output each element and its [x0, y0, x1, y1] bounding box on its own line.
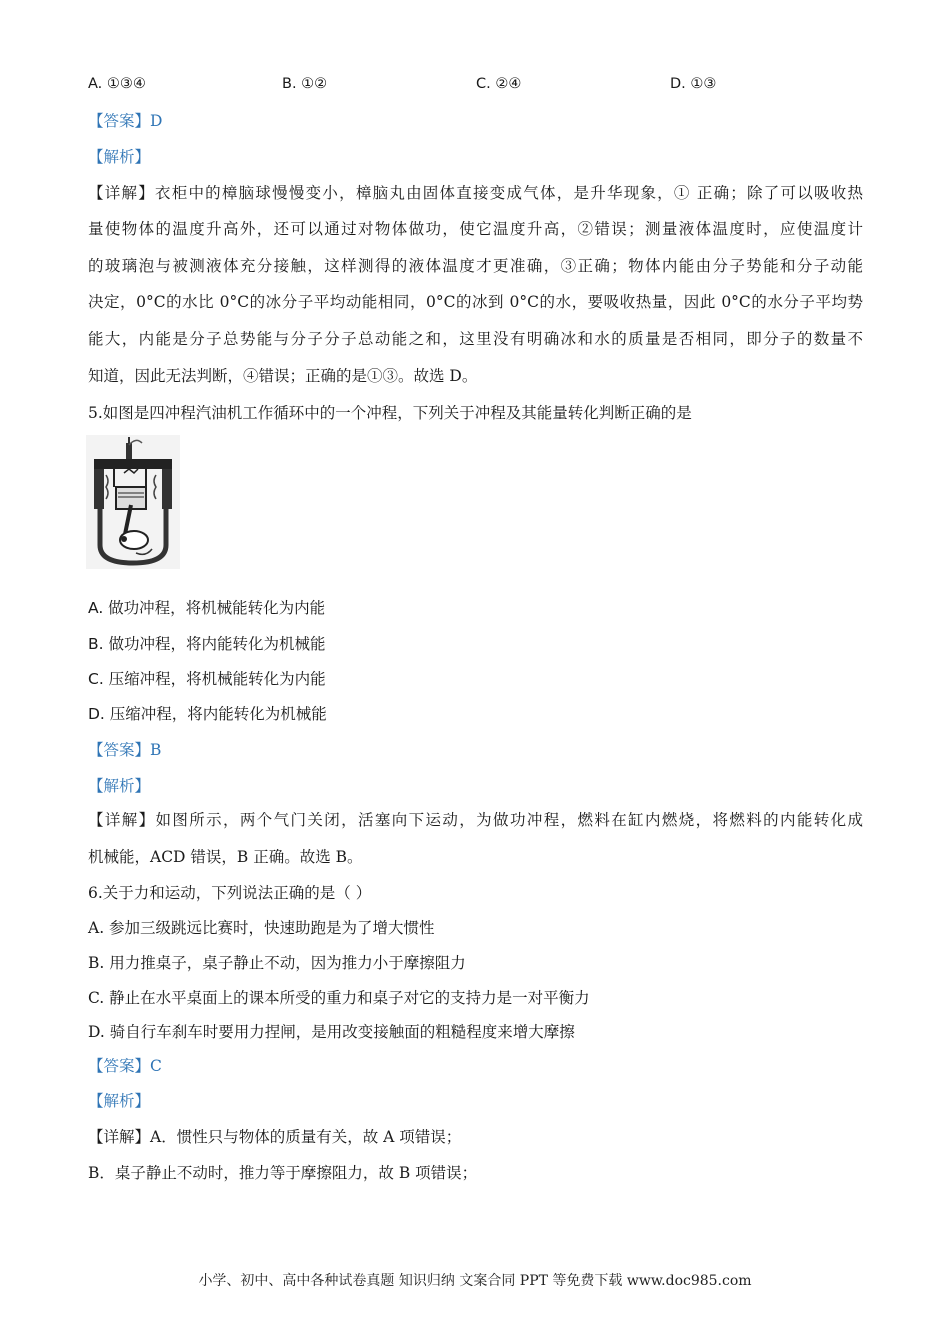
q4-detail-line-3: 的玻璃泡与被测液体充分接触，这样测得的液体温度才更准确，③正确；物体内能由分子势能和分子动能	[88, 257, 863, 275]
q5-analysis-label: 【解析】	[88, 777, 151, 795]
q5-answer: 【答案】B	[88, 741, 162, 759]
q6-detail-line-1: 【详解】A．惯性只与物体的质量有关，故 A 项错误；	[88, 1128, 462, 1146]
q4-detail-line-4: 决定，0°C的水比 0°C的冰分子平均动能相同，0°C的冰到 0°C的水，要吸收热量，因此 0°C的水分子平均势	[88, 293, 863, 311]
q6-stem: 6.关于力和运动，下列说法正确的是（ ）	[88, 884, 372, 902]
q4-option-d: D. ①③	[670, 76, 717, 92]
q6-option-b: B. 用力推桌子，桌子静止不动，因为推力小于摩擦阻力	[88, 954, 466, 972]
q5-stem: 5.如图是四冲程汽油机工作循环中的一个冲程，下列关于冲程及其能量转化判断正确的是	[88, 404, 692, 422]
q6-answer: 【答案】C	[88, 1057, 162, 1075]
q4-detail-line-5: 能大，内能是分子总势能与分子分子总动能之和，这里没有明确冰和水的质量是否相同，即分子的数量不	[88, 330, 863, 348]
q4-option-c: C. ②④	[476, 76, 522, 92]
q6-option-d: D. 骑自行车刹车时要用力捏闸，是用改变接触面的粗糙程度来增大摩擦	[88, 1023, 575, 1041]
q5-detail-line-1: 【详解】如图所示，两个气门关闭，活塞向下运动，为做功冲程，燃料在缸内燃烧，将燃料的内能转化成	[88, 811, 863, 829]
q5-option-b: B. 做功冲程，将内能转化为机械能	[88, 635, 326, 653]
q4-option-a: A. ①③④	[88, 76, 146, 92]
q6-option-c: C. 静止在水平桌面上的课本所受的重力和桌子对它的支持力是一对平衡力	[88, 989, 590, 1007]
q4-answer: 【答案】D	[88, 112, 163, 130]
page-footer: 小学、初中、高中各种试卷真题 知识归纳 文案合同 PPT 等免费下载 www.doc985.com	[198, 1273, 752, 1289]
q4-detail-line-2: 量使物体的温度升高外，还可以通过对物体做功，使它温度升高，②错误；测量液体温度时，应使温度计	[88, 220, 863, 238]
engine-diagram-image	[86, 435, 180, 569]
q6-option-a: A. 参加三级跳远比赛时，快速助跑是为了增大惯性	[88, 919, 435, 937]
q5-option-d: D. 压缩冲程，将内能转化为机械能	[88, 705, 327, 723]
q4-detail-line-6: 知道，因此无法判断，④错误；正确的是①③。故选 D。	[88, 367, 478, 385]
q5-option-a: A. 做功冲程，将机械能转化为内能	[88, 599, 326, 617]
q5-detail-line-2: 机械能，ACD 错误，B 正确。故选 B。	[88, 848, 363, 866]
q5-option-c: C. 压缩冲程，将机械能转化为内能	[88, 670, 326, 688]
q6-detail-line-2: B．桌子静止不动时，推力等于摩擦阻力，故 B 项错误；	[88, 1164, 478, 1182]
q4-option-b: B. ①②	[282, 76, 328, 92]
q4-analysis-label: 【解析】	[88, 148, 151, 166]
q6-analysis-label: 【解析】	[88, 1092, 151, 1110]
q4-detail-line-1: 【详解】衣柜中的樟脑球慢慢变小，樟脑丸由固体直接变成气体，是升华现象，① 正确；除了可以吸收热	[88, 184, 863, 202]
